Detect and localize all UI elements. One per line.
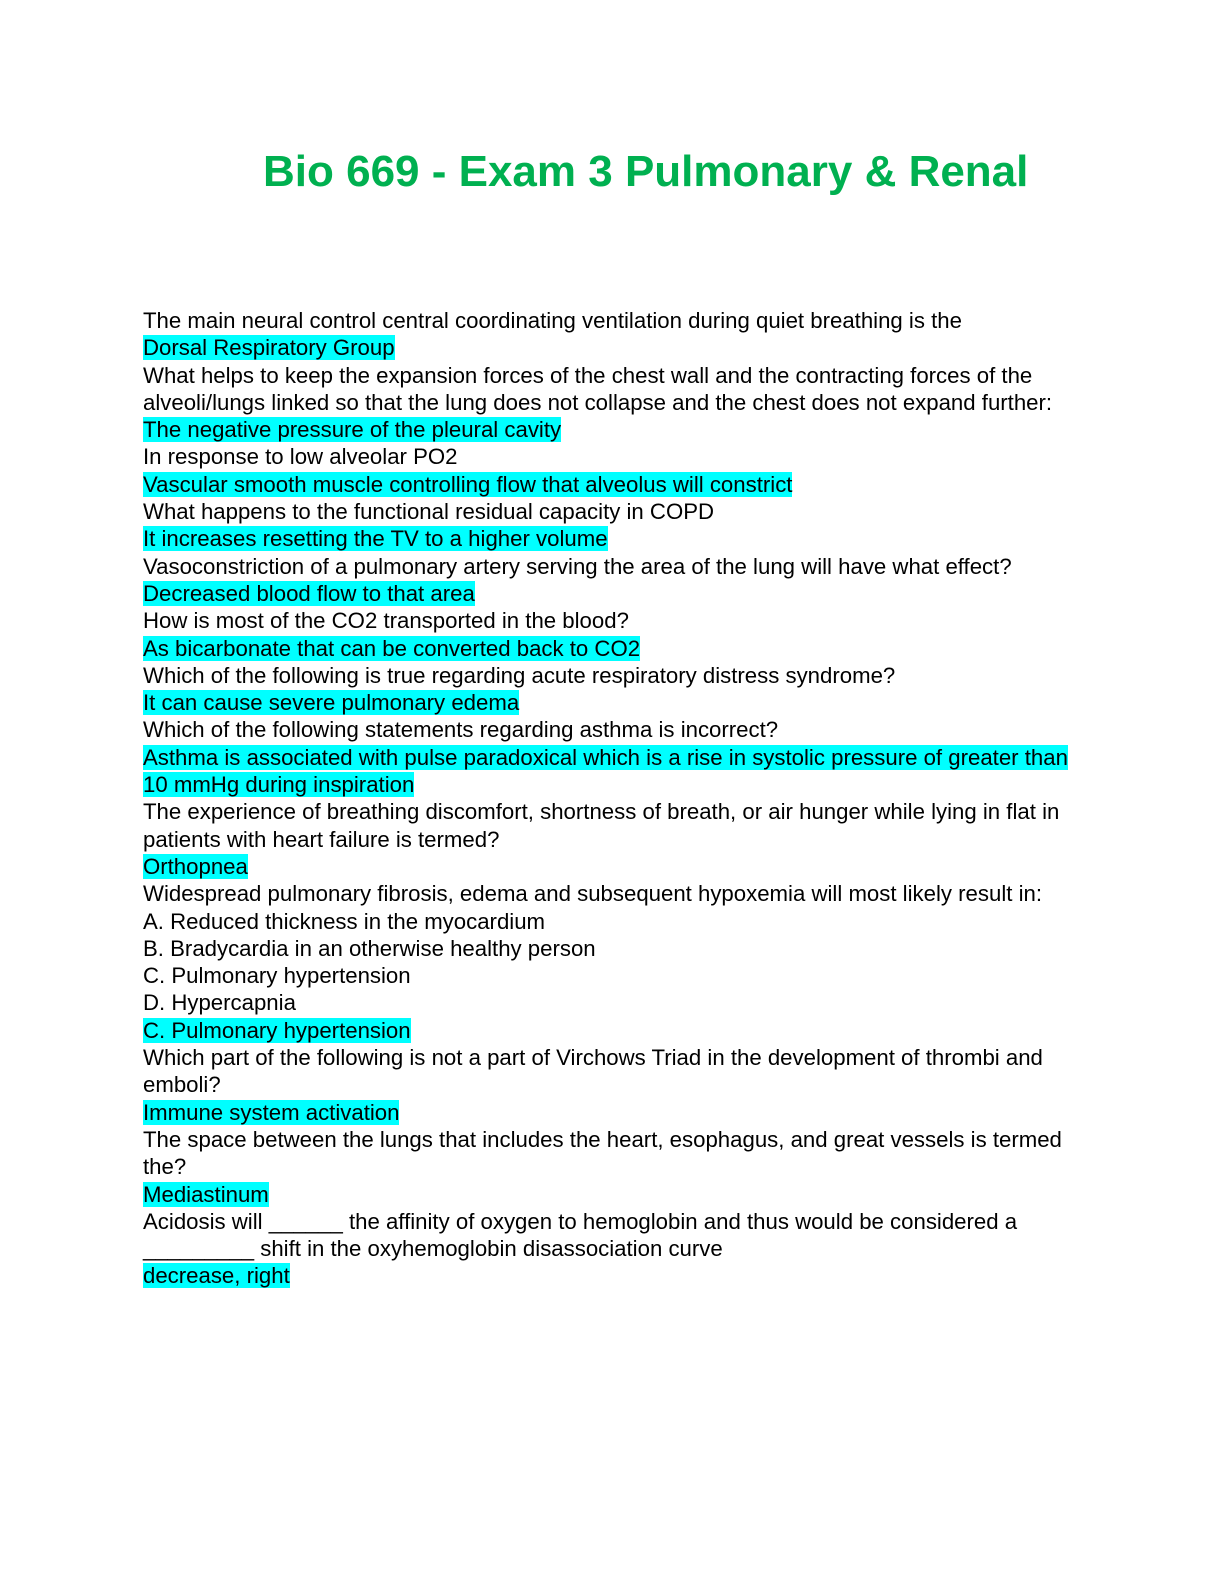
answer-text (143, 1181, 1083, 1208)
answer-text (143, 1262, 1083, 1289)
question-text: The space between the lungs that includes the heart, esophagus, and great vessels is termed the? (143, 1126, 1062, 1180)
answer-text (143, 1017, 1083, 1044)
answer-text (143, 416, 1083, 443)
answer-highlight: Immune system activation (143, 1099, 400, 1125)
answer-text (143, 635, 1083, 662)
answer-text (143, 744, 1083, 799)
question-text: Acidosis will ______ the affinity of oxygen to hemoglobin and thus would be considered a _________ shift in the oxyhemoglobin disassociation curve (143, 1208, 1018, 1262)
answer-option: D. Hypercapnia (143, 990, 296, 1016)
answer-highlight: Dorsal Respiratory Group (143, 335, 395, 361)
answer-text (143, 525, 1083, 552)
question-text: The experience of breathing discomfort, shortness of breath, or air hunger while lying in flat in patients with heart failure is termed? (143, 799, 1060, 852)
answer-highlight: Mediastinum (143, 1181, 269, 1207)
answer-text (143, 580, 1083, 607)
answer-text (143, 1099, 1083, 1126)
answer-option: B. Bradycardia in an otherwise healthy person (143, 935, 596, 961)
answer-option: C. Pulmonary hypertension (143, 963, 411, 989)
question-text: Which part of the following is not a part of Virchows Triad in the development of thrombi and emboli? (143, 1045, 1043, 1098)
answer-text (143, 853, 1083, 880)
answer-highlight: It can cause severe pulmonary edema (143, 690, 520, 716)
qa-list (143, 307, 1083, 1290)
answer-highlight: Orthopnea (143, 853, 248, 879)
question-text: Widespread pulmonary fibrosis, edema and subsequent hypoxemia will most likely result in: (143, 881, 1043, 907)
answer-highlight: It increases resetting the TV to a higher volume (143, 526, 608, 552)
answer-highlight: As bicarbonate that can be converted back to CO2 (143, 635, 641, 661)
question-text: Which of the following is true regarding acute respiratory distress syndrome? (143, 662, 896, 688)
answer-highlight: Asthma is associated with pulse paradoxical which is a rise in systolic pressure of greater than 10 mmHg during inspiration (143, 744, 1068, 798)
document-title: Bio 669 - Exam 3 Pulmonary & Renal (263, 147, 1029, 196)
question-text: How is most of the CO2 transported in the blood? (143, 608, 629, 634)
answer-text (143, 334, 1083, 361)
answer-highlight: The negative pressure of the pleural cavity (143, 417, 562, 443)
question-text: What helps to keep the expansion forces of the chest wall and the contracting forces of the alveoli/lungs linked so that the lung does not collapse and the chest does not expand further: (143, 362, 1053, 415)
question-text: Vasoconstriction of a pulmonary artery serving the area of the lung will have what effect? (143, 553, 1012, 579)
answer-highlight: Decreased blood flow to that area (143, 580, 475, 606)
question-text: The main neural control central coordinating ventilation during quiet breathing is the (143, 308, 962, 333)
answer-highlight: decrease, right (143, 1263, 290, 1289)
answer-text (143, 689, 1083, 716)
answer-option: A. Reduced thickness in the myocardium (143, 908, 546, 934)
question-text: Which of the following statements regarding asthma is incorrect? (143, 717, 779, 743)
answer-highlight: C. Pulmonary hypertension (143, 1017, 411, 1043)
question-text: What happens to the functional residual capacity in COPD (143, 499, 715, 525)
answer-text (143, 471, 1083, 498)
answer-highlight: Vascular smooth muscle controlling flow that alveolus will constrict (143, 471, 793, 497)
question-text: In response to low alveolar PO2 (143, 444, 458, 470)
